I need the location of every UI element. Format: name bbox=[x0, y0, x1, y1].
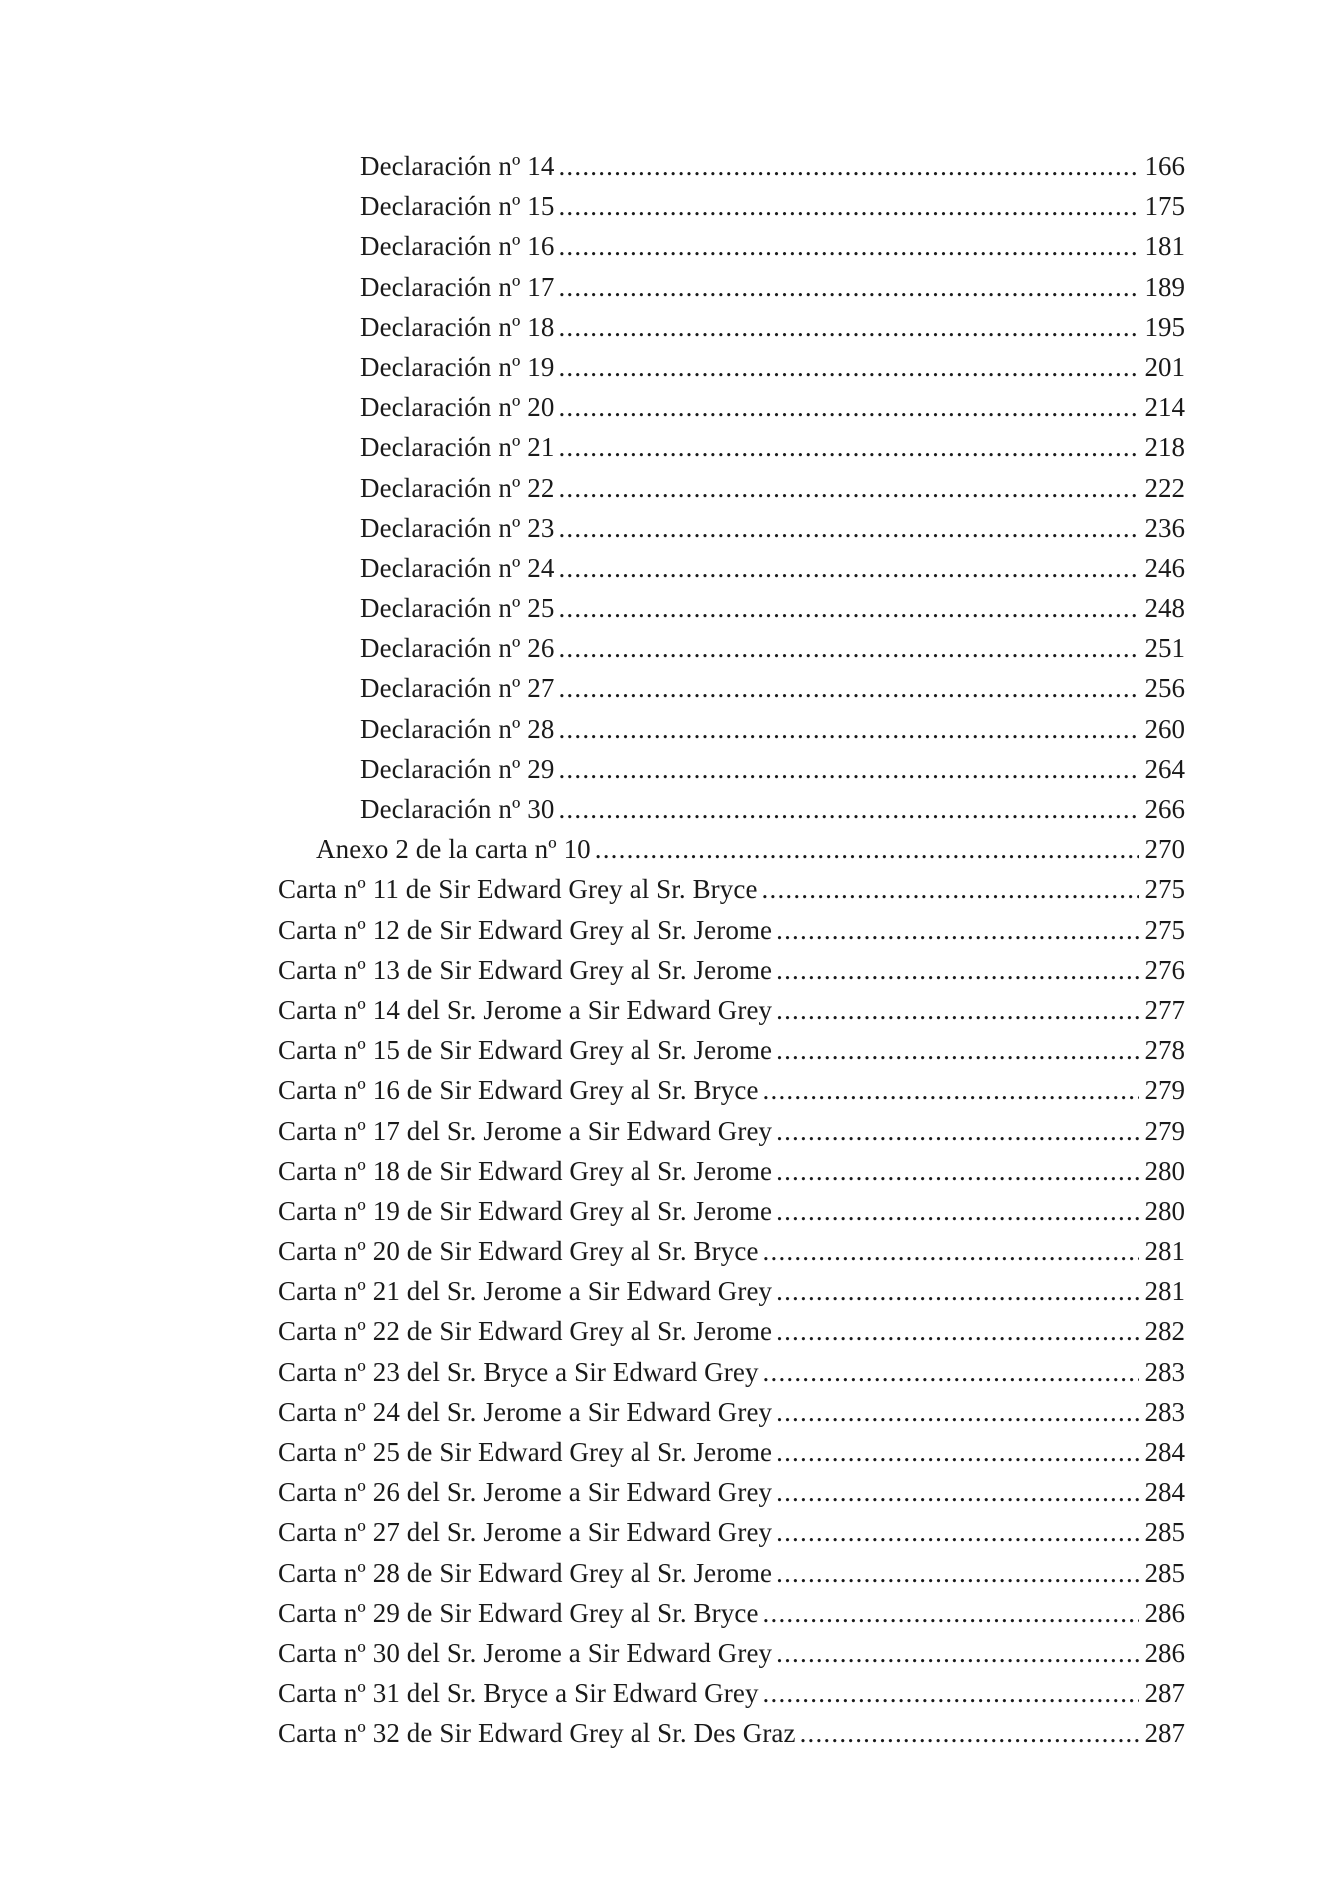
toc-entry bbox=[278, 789, 1185, 829]
toc-entry-title: Carta nº 16 de Sir Edward Grey al Sr. Bryce bbox=[278, 1075, 759, 1106]
toc-entry-page-number: 166 bbox=[1144, 151, 1185, 181]
toc-entry-page-number: 275 bbox=[1144, 914, 1185, 945]
toc-entry bbox=[278, 1111, 1185, 1151]
toc-entry-title: Carta nº 13 de Sir Edward Grey al Sr. Jerome bbox=[278, 954, 773, 985]
toc-entry-page-number: 222 bbox=[1144, 472, 1185, 503]
toc-entry bbox=[278, 307, 1185, 347]
toc-entry bbox=[278, 548, 1185, 588]
toc-entry-page-number: 266 bbox=[1144, 794, 1185, 824]
toc-entry bbox=[278, 1231, 1185, 1271]
toc-entry-page-number: 283 bbox=[1144, 1356, 1185, 1387]
toc-dot-leader bbox=[558, 267, 1139, 307]
toc-entry bbox=[278, 468, 1185, 508]
toc-dot-leader bbox=[763, 1070, 1139, 1110]
toc-dot-leader bbox=[595, 829, 1139, 869]
toc-entry-page-number: 256 bbox=[1144, 673, 1185, 704]
toc-entry bbox=[278, 508, 1185, 548]
toc-entry bbox=[278, 1633, 1185, 1673]
toc-entry-page-number: 270 bbox=[1144, 834, 1185, 865]
toc-entry-title: Declaración nº 30 bbox=[360, 794, 555, 824]
toc-entry-title: Carta nº 23 del Sr. Bryce a Sir Edward Grey bbox=[278, 1356, 759, 1387]
toc-dot-leader bbox=[776, 1472, 1139, 1512]
toc-entry-title: Declaración nº 14 bbox=[360, 151, 555, 181]
toc-entry bbox=[278, 1271, 1185, 1311]
toc-dot-leader bbox=[558, 226, 1139, 266]
toc-entry bbox=[278, 347, 1185, 387]
toc-dot-leader bbox=[763, 1231, 1139, 1271]
toc-entry-page-number: 214 bbox=[1144, 392, 1185, 423]
toc-dot-leader bbox=[776, 910, 1139, 950]
toc-entry-title: Declaración nº 27 bbox=[360, 673, 555, 704]
toc-entry-page-number: 276 bbox=[1144, 954, 1185, 985]
toc-entry bbox=[278, 1512, 1185, 1552]
toc-entry bbox=[278, 1593, 1185, 1633]
toc-entry-title: Carta nº 29 de Sir Edward Grey al Sr. Bryce bbox=[278, 1597, 759, 1628]
toc-dot-leader bbox=[558, 468, 1139, 508]
toc-entry bbox=[278, 950, 1185, 990]
toc-entry bbox=[278, 709, 1185, 749]
toc-entry-page-number: 284 bbox=[1144, 1477, 1185, 1508]
toc-dot-leader bbox=[558, 307, 1139, 347]
toc-entry-title: Declaración nº 28 bbox=[360, 713, 555, 744]
toc-dot-leader bbox=[558, 628, 1139, 668]
toc-entry-title: Carta nº 15 de Sir Edward Grey al Sr. Jerome bbox=[278, 1035, 773, 1066]
toc-dot-leader bbox=[776, 1392, 1139, 1432]
toc-dot-leader bbox=[762, 869, 1139, 909]
toc-entry-page-number: 280 bbox=[1144, 1195, 1185, 1226]
toc-dot-leader bbox=[776, 1191, 1139, 1231]
toc-entry-title: Carta nº 31 del Sr. Bryce a Sir Edward Grey bbox=[278, 1678, 759, 1709]
toc-entry-title: Declaración nº 19 bbox=[360, 351, 555, 382]
toc-entry bbox=[278, 869, 1185, 909]
toc-dot-leader bbox=[558, 749, 1139, 789]
toc-dot-leader bbox=[776, 990, 1139, 1030]
toc-entry-page-number: 287 bbox=[1144, 1718, 1185, 1749]
toc-dot-leader bbox=[776, 950, 1139, 990]
toc-entry-title: Carta nº 25 de Sir Edward Grey al Sr. Jerome bbox=[278, 1437, 773, 1467]
toc-dot-leader bbox=[776, 1553, 1139, 1593]
toc-entry-title: Declaración nº 21 bbox=[360, 432, 555, 463]
toc-dot-leader bbox=[800, 1713, 1139, 1753]
toc-entry-page-number: 278 bbox=[1144, 1035, 1185, 1066]
toc-entry bbox=[278, 387, 1185, 427]
toc-entry bbox=[278, 226, 1185, 266]
toc-entry-page-number: 251 bbox=[1144, 633, 1185, 664]
toc-entry-page-number: 277 bbox=[1144, 994, 1185, 1025]
toc-dot-leader bbox=[776, 1512, 1139, 1552]
toc-entry bbox=[278, 186, 1185, 226]
toc-dot-leader bbox=[558, 588, 1139, 628]
toc-entry-title: Declaración nº 16 bbox=[360, 231, 555, 262]
toc-entry bbox=[278, 1191, 1185, 1231]
toc-entry-page-number: 264 bbox=[1144, 753, 1185, 784]
toc-entry-title: Carta nº 22 de Sir Edward Grey al Sr. Jerome bbox=[278, 1316, 773, 1347]
toc-dot-leader bbox=[558, 186, 1139, 226]
toc-dot-leader bbox=[558, 508, 1139, 548]
toc-entry bbox=[278, 990, 1185, 1030]
toc-entry bbox=[278, 146, 1185, 186]
toc-dot-leader bbox=[558, 709, 1139, 749]
toc-entry-title: Carta nº 18 de Sir Edward Grey al Sr. Jerome bbox=[278, 1155, 773, 1186]
toc-entry bbox=[278, 1432, 1185, 1472]
toc-entry-page-number: 181 bbox=[1144, 231, 1185, 262]
toc-entry-title: Carta nº 20 de Sir Edward Grey al Sr. Bryce bbox=[278, 1236, 759, 1267]
toc-dot-leader bbox=[763, 1352, 1139, 1392]
toc-entry-page-number: 246 bbox=[1144, 552, 1185, 583]
toc-dot-leader bbox=[776, 1151, 1139, 1191]
toc-entry-page-number: 286 bbox=[1144, 1597, 1185, 1628]
toc-entry-title: Declaración nº 23 bbox=[360, 512, 555, 543]
toc-entry-title: Carta nº 21 del Sr. Jerome a Sir Edward Grey bbox=[278, 1276, 773, 1307]
toc-entry bbox=[278, 1151, 1185, 1191]
toc-entry bbox=[278, 1352, 1185, 1392]
toc-entry bbox=[278, 1673, 1185, 1713]
toc-dot-leader bbox=[558, 387, 1139, 427]
toc-entry bbox=[278, 1070, 1185, 1110]
toc-entry-title: Carta nº 11 de Sir Edward Grey al Sr. Bryce bbox=[278, 874, 758, 905]
toc-entry-page-number: 248 bbox=[1144, 593, 1185, 624]
toc-entry bbox=[278, 628, 1185, 668]
toc-entry-title: Declaración nº 17 bbox=[360, 271, 555, 302]
toc-entry-page-number: 201 bbox=[1144, 351, 1185, 382]
toc-dot-leader bbox=[763, 1673, 1139, 1713]
toc-dot-leader bbox=[776, 1311, 1139, 1351]
toc-dot-leader bbox=[776, 1111, 1139, 1151]
toc-entry bbox=[278, 1311, 1185, 1351]
toc-entry bbox=[278, 910, 1185, 950]
toc-entry-page-number: 285 bbox=[1144, 1517, 1185, 1548]
toc-entry-page-number: 275 bbox=[1144, 874, 1185, 905]
toc-dot-leader bbox=[558, 146, 1139, 186]
toc-entry-page-number: 281 bbox=[1144, 1236, 1185, 1267]
toc-entry-page-number: 195 bbox=[1144, 311, 1185, 342]
toc-dot-leader bbox=[776, 1030, 1139, 1070]
toc-dot-leader bbox=[558, 548, 1139, 588]
toc-entry bbox=[278, 1472, 1185, 1512]
toc-entry-page-number: 286 bbox=[1144, 1637, 1185, 1668]
toc-entry-title: Declaración nº 22 bbox=[360, 472, 555, 503]
toc-entry-page-number: 284 bbox=[1144, 1437, 1185, 1467]
toc-entry-title: Carta nº 12 de Sir Edward Grey al Sr. Jerome bbox=[278, 914, 773, 945]
toc-entry bbox=[278, 427, 1185, 467]
toc-entry-page-number: 175 bbox=[1144, 191, 1185, 222]
toc-entry-title: Declaración nº 24 bbox=[360, 552, 555, 583]
toc-entry bbox=[278, 829, 1185, 869]
toc-entry-title: Carta nº 17 del Sr. Jerome a Sir Edward Grey bbox=[278, 1115, 773, 1146]
toc-entry-page-number: 280 bbox=[1144, 1155, 1185, 1186]
table-of-contents bbox=[278, 146, 1185, 1754]
toc-entry-title: Declaración nº 26 bbox=[360, 633, 555, 664]
toc-entry-page-number: 279 bbox=[1144, 1115, 1185, 1146]
toc-entry-title: Anexo 2 de la carta nº 10 bbox=[316, 834, 591, 865]
toc-entry-title: Carta nº 24 del Sr. Jerome a Sir Edward Grey bbox=[278, 1396, 773, 1427]
toc-entry-title: Carta nº 19 de Sir Edward Grey al Sr. Jerome bbox=[278, 1195, 773, 1226]
toc-entry-title: Declaración nº 15 bbox=[360, 191, 555, 222]
toc-entry bbox=[278, 1713, 1185, 1753]
toc-entry bbox=[278, 749, 1185, 789]
toc-entry bbox=[278, 1553, 1185, 1593]
toc-entry bbox=[278, 267, 1185, 307]
toc-entry-page-number: 283 bbox=[1144, 1396, 1185, 1427]
toc-entry-title: Carta nº 27 del Sr. Jerome a Sir Edward Grey bbox=[278, 1517, 773, 1548]
toc-dot-leader bbox=[558, 427, 1139, 467]
toc-entry bbox=[278, 588, 1185, 628]
toc-entry-title: Carta nº 14 del Sr. Jerome a Sir Edward Grey bbox=[278, 994, 773, 1025]
toc-entry bbox=[278, 1030, 1185, 1070]
toc-entry bbox=[278, 1392, 1185, 1432]
toc-dot-leader bbox=[558, 668, 1139, 708]
toc-entry-title: Carta nº 28 de Sir Edward Grey al Sr. Jerome bbox=[278, 1557, 773, 1588]
toc-entry-page-number: 285 bbox=[1144, 1557, 1185, 1588]
toc-entry-title: Declaración nº 20 bbox=[360, 392, 555, 423]
toc-entry-page-number: 287 bbox=[1144, 1678, 1185, 1709]
toc-entry-title: Carta nº 26 del Sr. Jerome a Sir Edward Grey bbox=[278, 1477, 773, 1508]
toc-entry-page-number: 260 bbox=[1144, 713, 1185, 744]
toc-dot-leader bbox=[558, 347, 1139, 387]
toc-entry-title: Declaración nº 25 bbox=[360, 593, 555, 624]
toc-entry-page-number: 189 bbox=[1144, 271, 1185, 302]
toc-entry-page-number: 281 bbox=[1144, 1276, 1185, 1307]
toc-entry-page-number: 218 bbox=[1144, 432, 1185, 463]
toc-dot-leader bbox=[776, 1432, 1139, 1472]
toc-entry-page-number: 236 bbox=[1144, 512, 1185, 543]
toc-dot-leader bbox=[558, 789, 1139, 829]
toc-entry-title: Declaración nº 29 bbox=[360, 753, 555, 784]
toc-entry bbox=[278, 668, 1185, 708]
toc-entry-title: Carta nº 30 del Sr. Jerome a Sir Edward Grey bbox=[278, 1637, 773, 1668]
toc-entry-page-number: 279 bbox=[1144, 1075, 1185, 1106]
toc-entry-page-number: 282 bbox=[1144, 1316, 1185, 1347]
toc-dot-leader bbox=[776, 1271, 1139, 1311]
toc-dot-leader bbox=[776, 1633, 1139, 1673]
toc-dot-leader bbox=[763, 1593, 1139, 1633]
toc-entry-title: Carta nº 32 de Sir Edward Grey al Sr. Des Graz bbox=[278, 1718, 796, 1749]
toc-entry-title: Declaración nº 18 bbox=[360, 311, 555, 342]
